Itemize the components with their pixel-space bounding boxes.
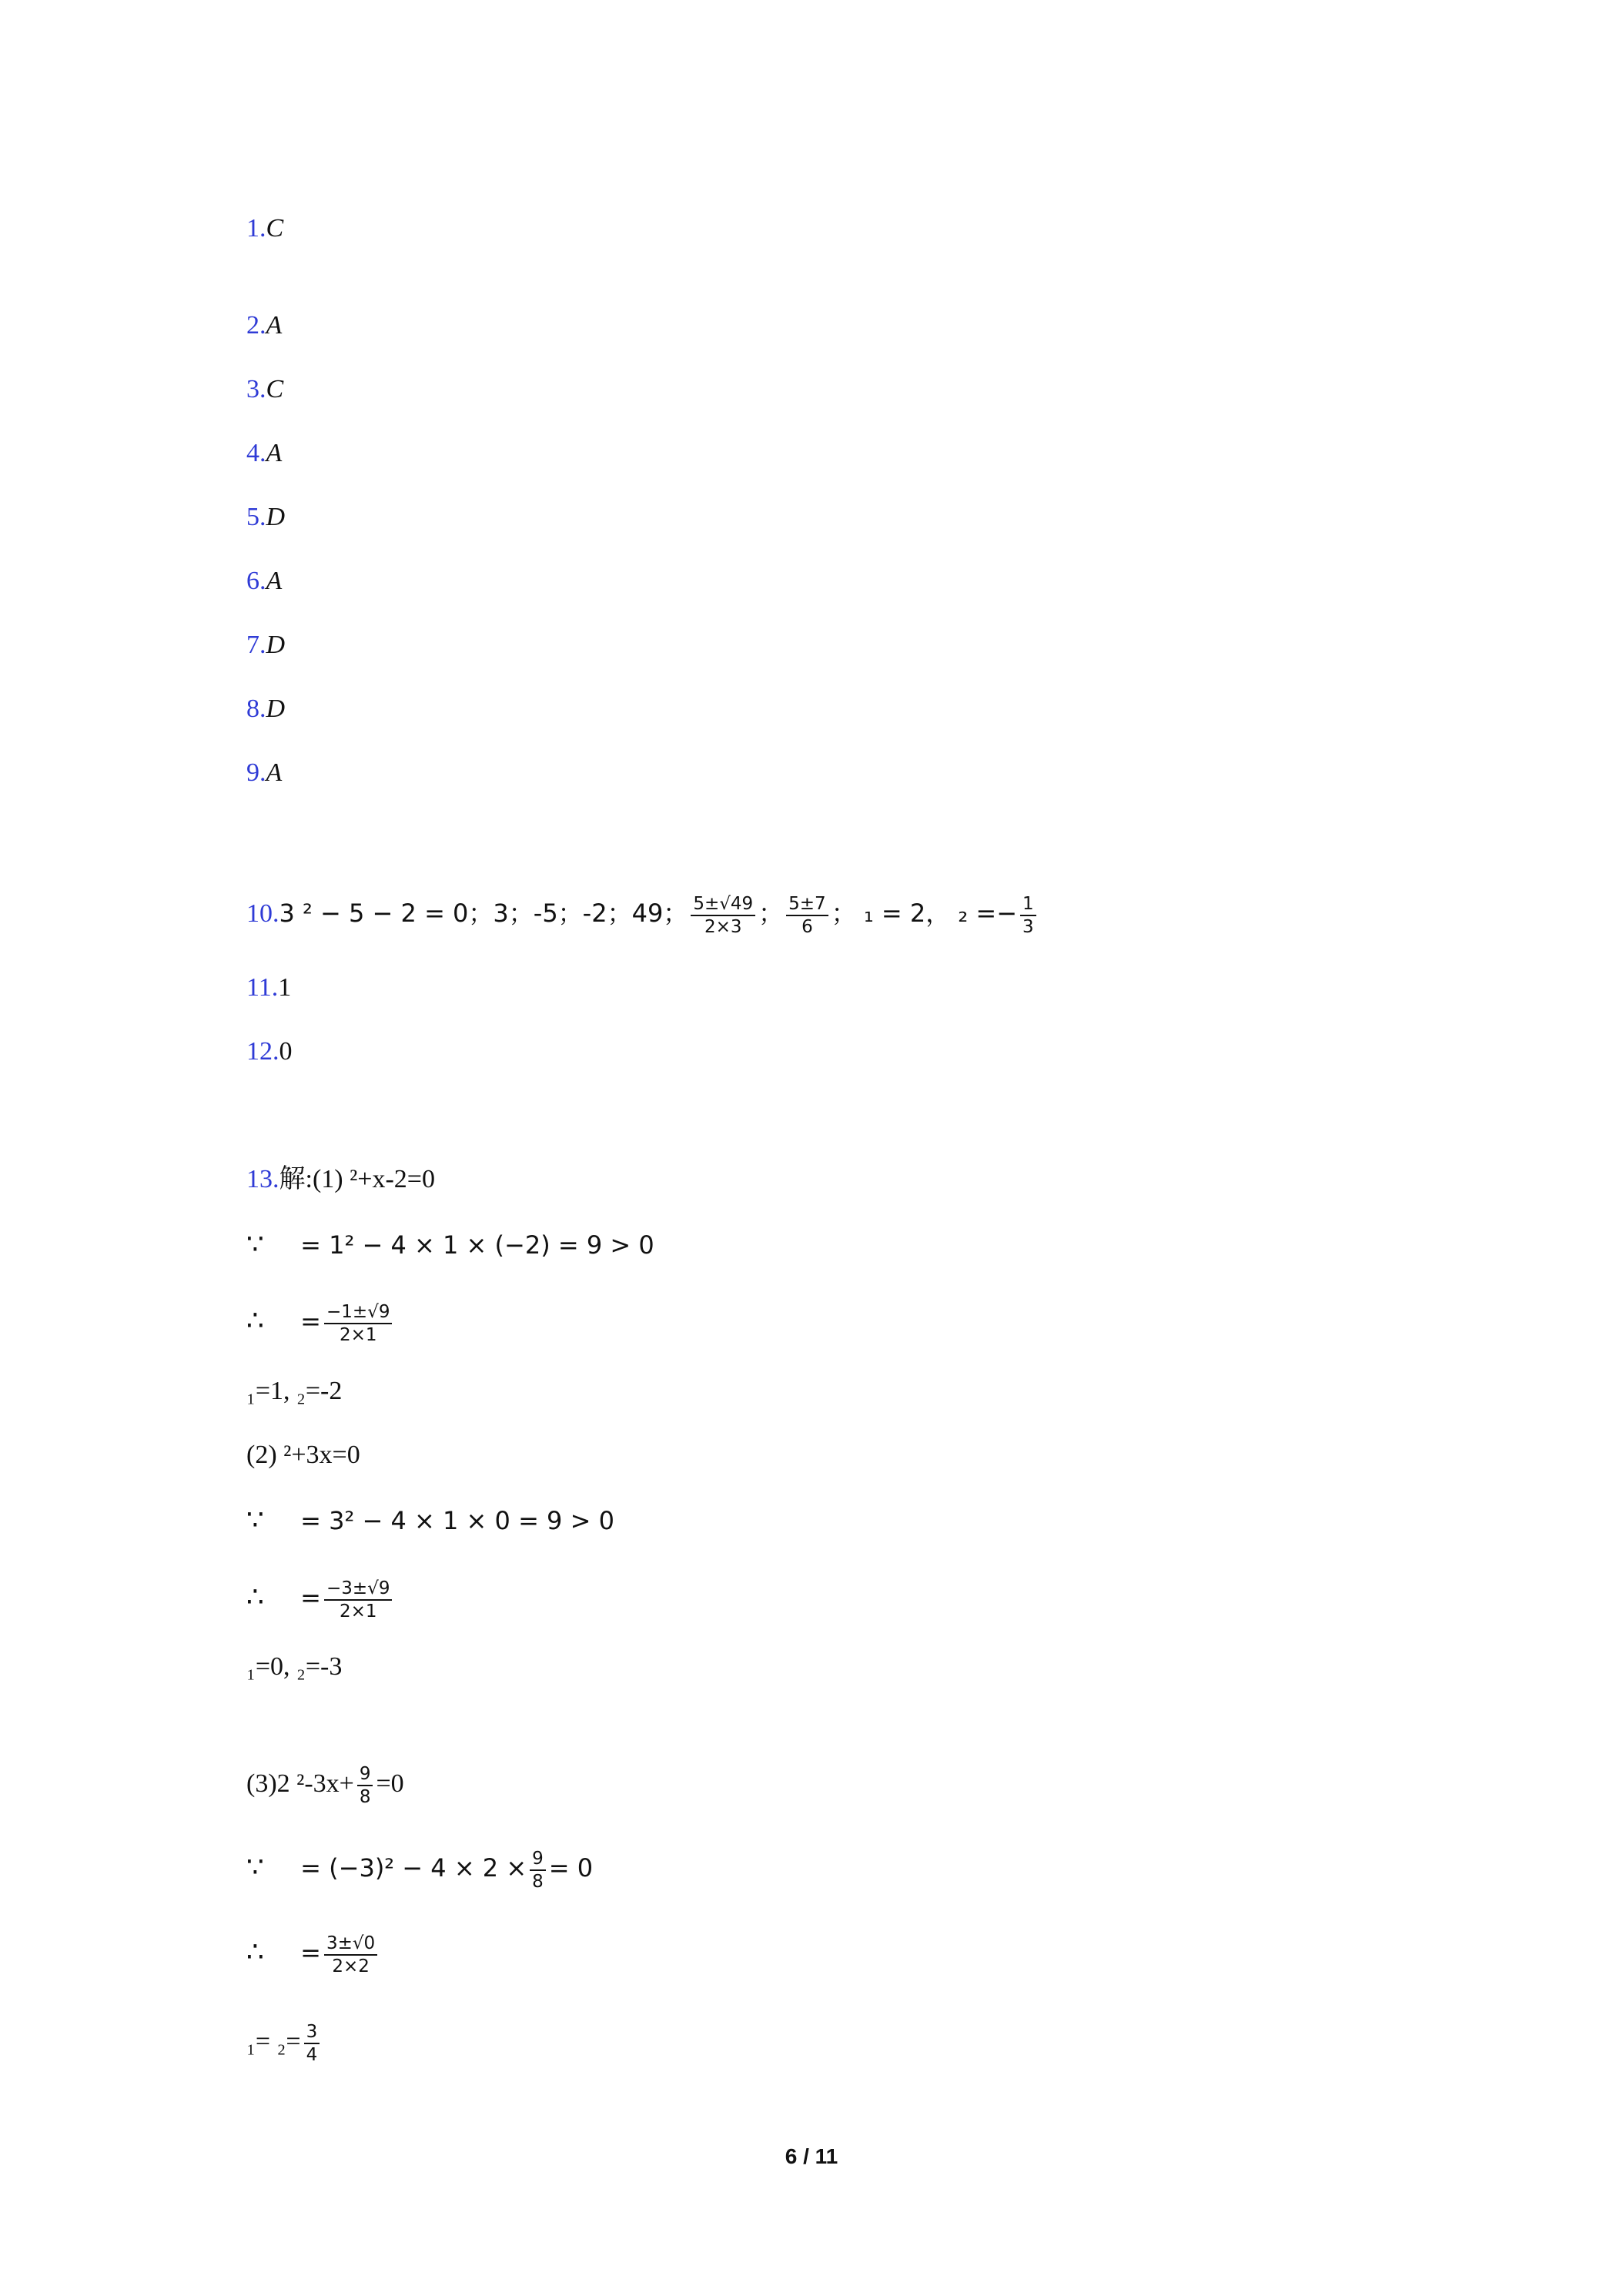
q13-part2-roots [246, 1652, 342, 1682]
equation-text: 3 ² − 5 − 2 = 0；3；-5；-2；49； [279, 898, 688, 928]
answer-choice: A [266, 567, 283, 595]
q13-part2-delta [246, 1505, 614, 1537]
discriminant-text: = 3² − 4 × 1 × 0 = 9 > 0 [293, 1506, 614, 1535]
fraction [786, 893, 828, 938]
fraction-denominator: 2×1 [339, 1325, 377, 1345]
fraction [357, 1763, 373, 1808]
because-symbol: ∵ [246, 1851, 264, 1883]
question-number: 9. [246, 758, 266, 787]
therefore-symbol: ∴ [246, 1936, 264, 1968]
answer-11 [246, 972, 291, 1003]
formula-prefix: = [293, 1582, 321, 1612]
answer-choice: C [266, 375, 284, 403]
q13-part3-roots [246, 2021, 323, 2066]
fraction-numerator: 3±√0 [324, 1933, 377, 1956]
fraction [324, 1578, 392, 1622]
therefore-symbol: ∴ [246, 1581, 264, 1613]
separator: ； [831, 898, 856, 928]
roots-text: ₁= ₂= [246, 2027, 301, 2056]
answer-6 [246, 566, 282, 597]
part-title: 解:(1) ²+x-2=0 [279, 1165, 435, 1193]
fraction-numerator: 1 [1020, 893, 1036, 916]
answer-12 [246, 1036, 293, 1067]
q13-part3-title [246, 1763, 404, 1808]
fraction-denominator: 6 [801, 917, 813, 937]
answer-choice: A [266, 439, 283, 467]
fraction [530, 1848, 546, 1893]
question-number: 4. [246, 439, 266, 467]
question-number: 5. [246, 503, 266, 531]
answer-choice: D [266, 631, 286, 659]
roots-text: ₁=0, ₂=-3 [246, 1652, 343, 1681]
question-number: 11. [246, 973, 279, 1002]
roots-text: ₁=1, ₂=-2 [246, 1377, 343, 1405]
q13-part2-title [246, 1440, 360, 1471]
fraction [324, 1933, 377, 1977]
fraction-denominator: 2×2 [332, 1956, 370, 1976]
fraction-denominator: 8 [532, 1872, 544, 1892]
fraction [304, 2021, 320, 2066]
question-number: 13. [246, 1165, 279, 1193]
q13-part3-formula [246, 1933, 380, 1977]
because-symbol: ∵ [246, 1504, 264, 1536]
discriminant-end: = 0 [548, 1853, 594, 1883]
page-number: 6 / 11 [785, 2144, 838, 2168]
answer-4 [246, 438, 282, 469]
fraction-numerator: 5±7 [786, 893, 828, 916]
question-number: 3. [246, 375, 266, 403]
answer-8 [246, 694, 285, 725]
because-symbol: ∵ [246, 1229, 264, 1260]
q13-part1-delta [246, 1230, 654, 1261]
q13-part1-formula [246, 1301, 395, 1346]
q13-part3-delta [246, 1848, 593, 1893]
q13-part1-roots [246, 1376, 342, 1407]
formula-prefix: = [293, 1937, 321, 1967]
part-title-end: =0 [376, 1769, 404, 1798]
question-number: 2. [246, 311, 266, 340]
answer-choice: C [266, 214, 284, 243]
answer-choice: A [266, 758, 283, 787]
answer-value: 1 [278, 973, 292, 1002]
q13-part2-formula [246, 1578, 395, 1622]
answer-5 [246, 502, 285, 533]
question-number: 10. [246, 899, 279, 928]
question-number: 1. [246, 214, 266, 243]
part-title: (3)2 ²-3x+ [246, 1769, 354, 1798]
formula-prefix: = [293, 1306, 321, 1336]
fraction-numerator: 3 [304, 2021, 320, 2044]
part-title: (2) ²+3x=0 [246, 1441, 360, 1469]
answer-choice: D [266, 503, 286, 531]
question-number: 8. [246, 694, 266, 723]
q13-part1-title [246, 1164, 435, 1195]
discriminant-text: = 1² − 4 × 1 × (−2) = 9 > 0 [293, 1230, 654, 1260]
question-number: 12. [246, 1037, 279, 1066]
roots-text: ₁ = 2， ₂ =− [855, 898, 1018, 928]
fraction-numerator: 5±√49 [691, 893, 755, 916]
fraction-numerator: −3±√9 [324, 1578, 392, 1601]
fraction-denominator: 2×1 [339, 1602, 377, 1622]
fraction-numerator: 9 [530, 1848, 546, 1871]
fraction [324, 1301, 392, 1346]
fraction-denominator: 3 [1022, 917, 1034, 937]
answer-choice: A [266, 311, 283, 340]
answer-1 [246, 213, 283, 244]
fraction [691, 893, 755, 938]
answer-9 [246, 758, 282, 788]
question-number: 7. [246, 631, 266, 659]
question-number: 6. [246, 567, 266, 595]
fraction-denominator: 4 [306, 2045, 318, 2065]
answer-10 [246, 893, 1039, 938]
fraction-denominator: 2×3 [704, 917, 742, 937]
fraction-denominator: 8 [359, 1787, 371, 1807]
therefore-symbol: ∴ [246, 1304, 264, 1337]
fraction-numerator: 9 [357, 1763, 373, 1786]
answer-7 [246, 630, 285, 661]
fraction-numerator: −1±√9 [324, 1301, 392, 1324]
answer-value: 0 [279, 1037, 293, 1066]
discriminant-text: = (−3)² − 4 × 2 × [293, 1853, 527, 1883]
answer-2 [246, 310, 282, 341]
fraction [1020, 893, 1036, 938]
answer-3 [246, 374, 283, 405]
separator: ； [758, 898, 784, 928]
answer-choice: D [266, 694, 286, 723]
